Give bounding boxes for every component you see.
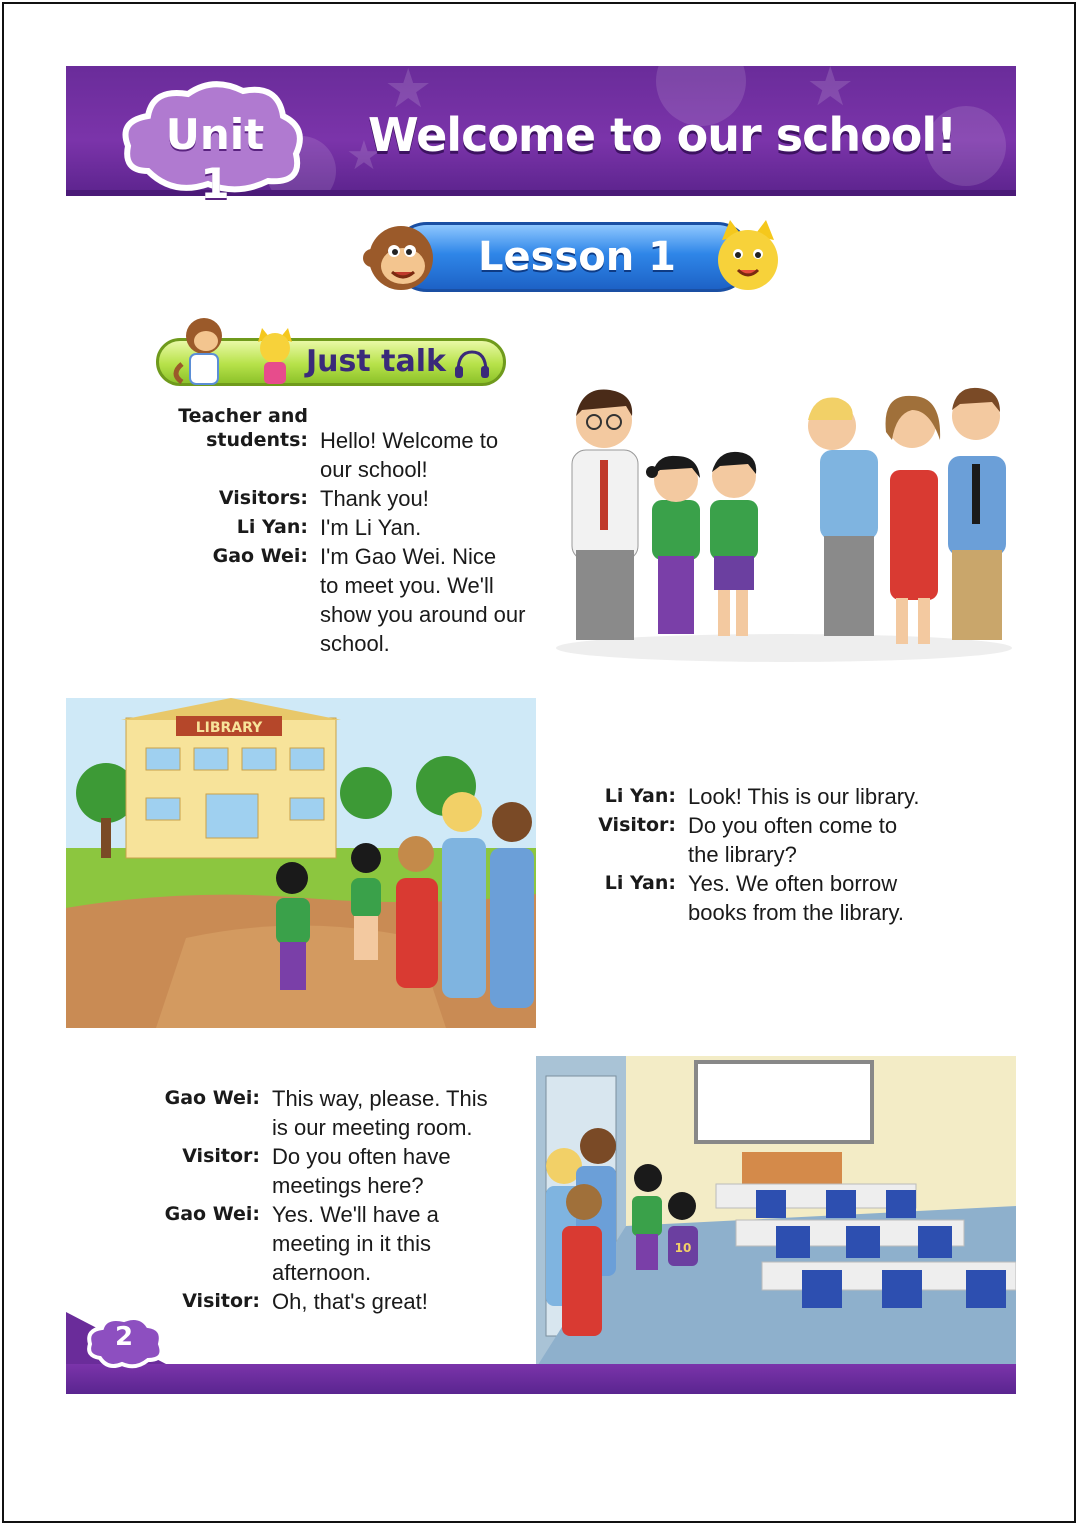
meeting-room-illustration: [536, 1056, 1016, 1368]
dialogue-line: I'm Li Yan.: [320, 515, 422, 540]
dialogue-line: I'm Gao Wei. Nice: [320, 544, 497, 569]
dialogue-line: This way, please. This: [272, 1086, 488, 1111]
speaker-label: Gao Wei:: [164, 1203, 260, 1225]
visitor-man-dark: [948, 388, 1006, 640]
dialogue-3: [150, 1084, 530, 1316]
teacher-figure: [572, 390, 638, 640]
library-sign: LIBRARY: [195, 720, 263, 736]
dialogue-2: [590, 782, 1010, 927]
dialogue-line: to meet you. We'll: [320, 573, 494, 598]
footer-bar: [66, 1364, 1016, 1394]
speaker-label: Li Yan:: [604, 785, 676, 807]
dialogue-line: afternoon.: [272, 1260, 372, 1285]
lesson-title: Lesson 1: [478, 234, 676, 280]
speaker-label: Visitors:: [218, 487, 308, 509]
library-illustration: [66, 698, 536, 1028]
speaker-label: Li Yan:: [236, 516, 308, 538]
speaker-label: Visitor:: [182, 1290, 260, 1312]
unit-banner: ★ ★ ★: [66, 66, 1016, 196]
dialogue-line: show you around our: [320, 602, 526, 627]
page-number: 2: [114, 1322, 134, 1352]
speaker-label: Visitor:: [182, 1145, 260, 1167]
dialogue-line: meeting in it this: [272, 1231, 431, 1256]
speaker-label: Gao Wei:: [212, 545, 308, 567]
visitor-man-blond: [808, 397, 878, 636]
greeting-illustration: [552, 380, 1016, 664]
page-title: Welcome to our school!: [368, 108, 957, 162]
dialogue-1: [160, 402, 560, 658]
dialogue-line: Do you often come to: [688, 813, 898, 838]
speaker-label: Visitor:: [598, 814, 676, 836]
dialogue-line: meetings here?: [272, 1173, 424, 1198]
just-talk-label: Just talk: [306, 344, 446, 379]
dialogue-line: Yes. We'll have a: [272, 1202, 439, 1227]
dialogue-line: Yes. We often borrow: [688, 871, 898, 896]
dialogue-line: is our meeting room.: [272, 1115, 473, 1140]
dialogue-line: Oh, that's great!: [272, 1289, 428, 1314]
visitor-woman: [886, 396, 941, 644]
headphones-icon[interactable]: [452, 348, 492, 380]
unit-label: Unit 1: [165, 110, 265, 208]
monkey-character-icon: [160, 314, 240, 388]
jersey-number: 10: [674, 1241, 692, 1255]
speaker-label: Gao Wei:: [164, 1087, 260, 1109]
dialogue-line: Hello! Welcome to: [320, 428, 499, 453]
boy-figure: [710, 452, 758, 636]
cat-character-icon: [250, 328, 300, 386]
dialogue-line: the library?: [688, 842, 797, 867]
girl-figure: [646, 456, 700, 634]
dialogue-line: school.: [320, 631, 390, 656]
dialogue-line: books from the library.: [688, 900, 905, 925]
dialogue-line: Thank you!: [320, 486, 429, 511]
speaker-label: Li Yan:: [604, 872, 676, 894]
dialogue-line: Do you often have: [272, 1144, 451, 1169]
dialogue-line: our school!: [320, 457, 428, 482]
speaker-label: Teacher and students:: [178, 405, 308, 451]
dialogue-line: Look! This is our library.: [688, 784, 920, 809]
